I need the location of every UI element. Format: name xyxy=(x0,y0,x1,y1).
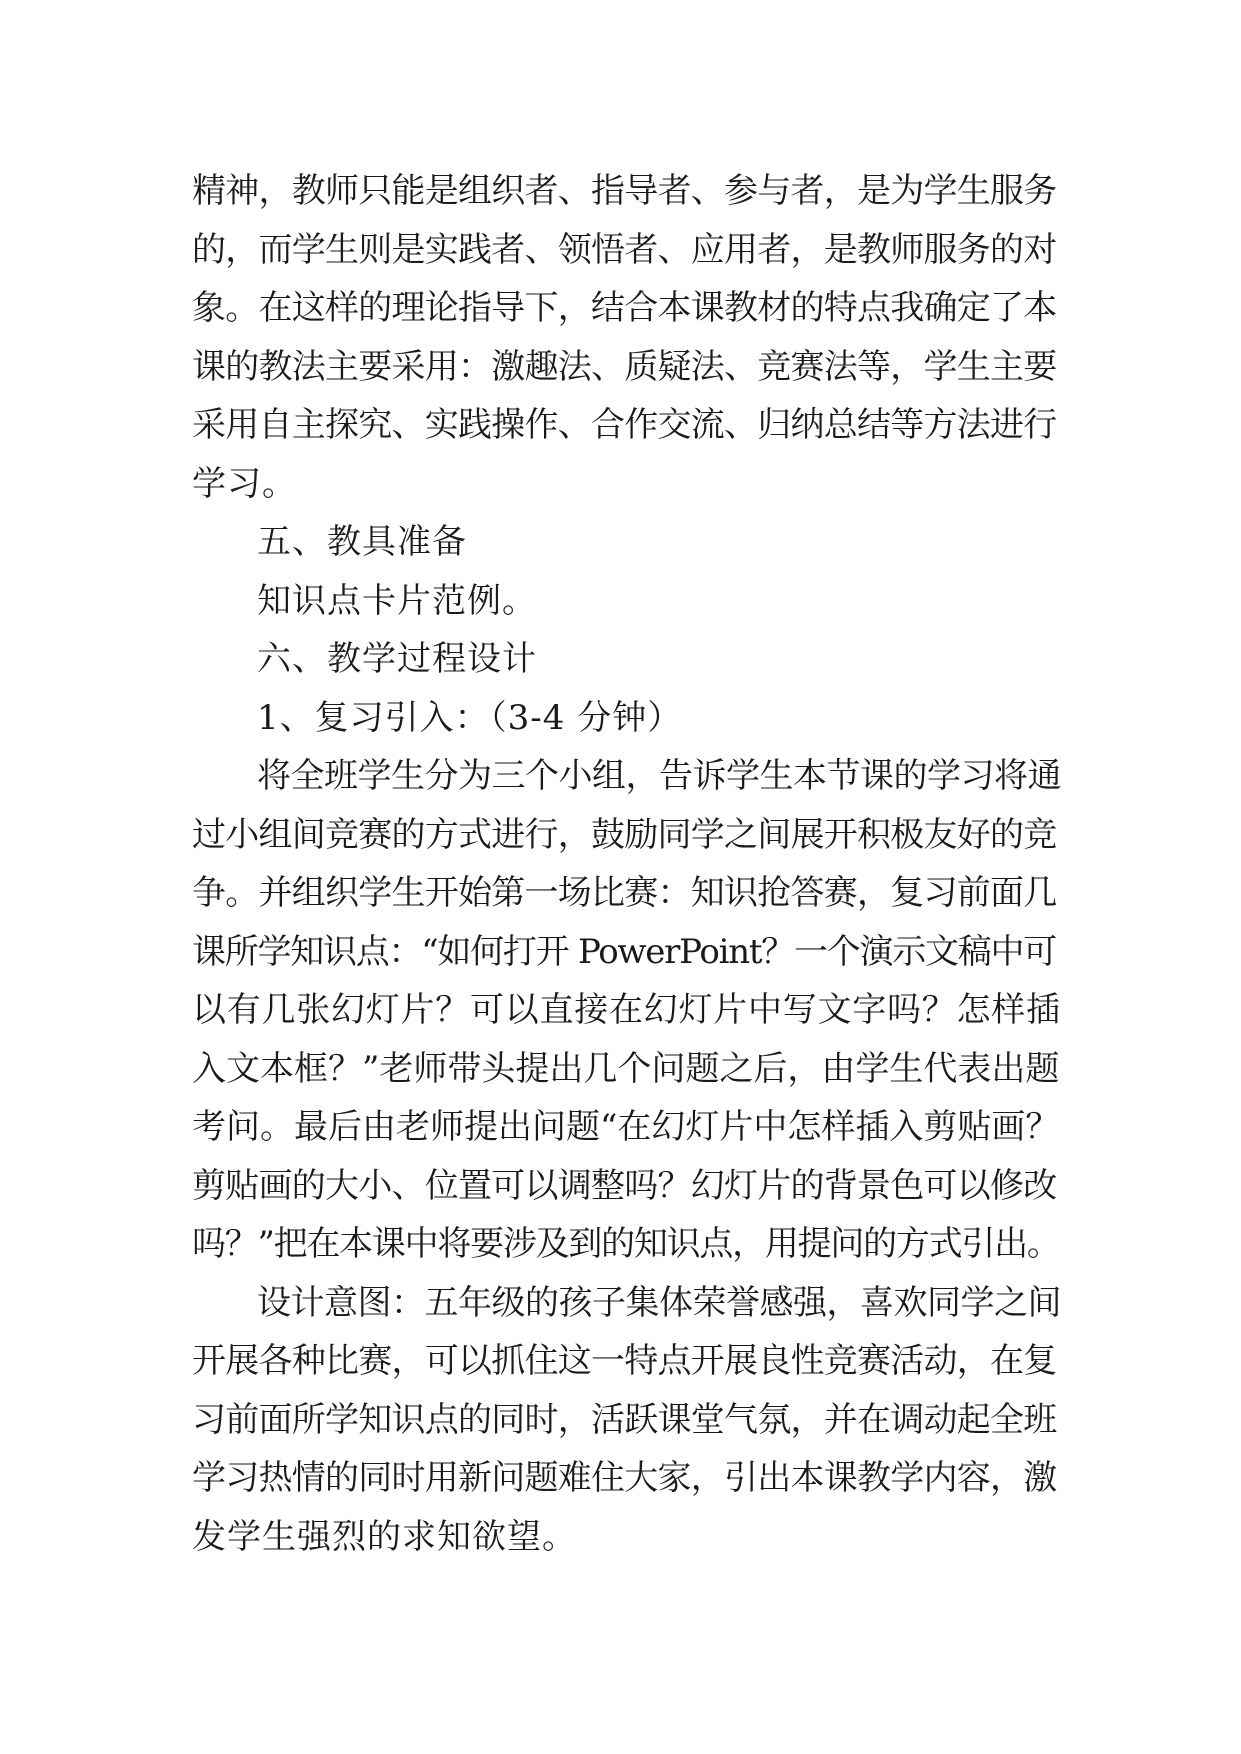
text-line: 采用自主探究、实践操作、合作交流、归纳总结等方法进行 xyxy=(192,405,1057,445)
text-line: 入文本框？”老师带头提出几个问题之后，由学生代表出题 xyxy=(192,1048,1060,1089)
text-line: 六、教学过程设计 xyxy=(257,639,537,679)
text-line: 吗？”把在本课中将要涉及到的知识点，用提问的方式引出。 xyxy=(192,1224,1060,1264)
body-text xyxy=(192,162,1062,1566)
text-line: 设计意图：五年级的孩子集体荣誉感强，喜欢同学之间 xyxy=(257,1282,1061,1323)
text-line: 五、教具准备 xyxy=(257,522,467,562)
text-line: 课的教法主要采用：激趣法、质疑法、竞赛法等，学生主要 xyxy=(192,346,1057,387)
text-line: 象。在这样的理论指导下，结合本课教材的特点我确定了本 xyxy=(192,288,1057,328)
text-line: 以有几张幻灯片？可以直接在幻灯片中写文字吗？怎样插 xyxy=(192,990,1061,1030)
text-line: 知识点卡片范例。 xyxy=(257,580,537,621)
text-line: 开展各种比赛，可以抓住这一特点开展良性竞赛活动，在复 xyxy=(192,1341,1057,1381)
text-line: 将全班学生分为三个小组，告诉学生本节课的学习将通 xyxy=(257,756,1061,796)
text-line: 的，而学生则是实践者、领悟者、应用者，是教师服务的对 xyxy=(192,229,1057,270)
text-line: 学习。 xyxy=(192,463,297,504)
text-line: 剪贴画的大小、位置可以调整吗？幻灯片的背景色可以修改 xyxy=(192,1165,1057,1206)
text-line: 争。并组织学生开始第一场比赛：知识抢答赛，复习前面几 xyxy=(192,873,1057,913)
text-line: 课所学知识点：“如何打开 PowerPoint？一个演示文稿中可 xyxy=(192,931,1057,972)
text-line: 学习热情的同时用新问题难住大家，引出本课教学内容，激 xyxy=(192,1458,1057,1498)
text-line: 发学生强烈的求知欲望。 xyxy=(192,1516,577,1557)
text-line: 考问。最后由老师提出问题“在幻灯片中怎样插入剪贴画？ xyxy=(192,1107,1060,1147)
text-line: 精神，教师只能是组织者、指导者、参与者，是为学生服务 xyxy=(192,171,1057,211)
text-line: 过小组间竞赛的方式进行，鼓励同学之间展开积极友好的竞 xyxy=(192,814,1057,855)
text-line: 习前面所学知识点的同时，活跃课堂气氛，并在调动起全班 xyxy=(192,1399,1057,1440)
text-line: 1、复习引入：（3-4 分钟） xyxy=(257,697,683,738)
